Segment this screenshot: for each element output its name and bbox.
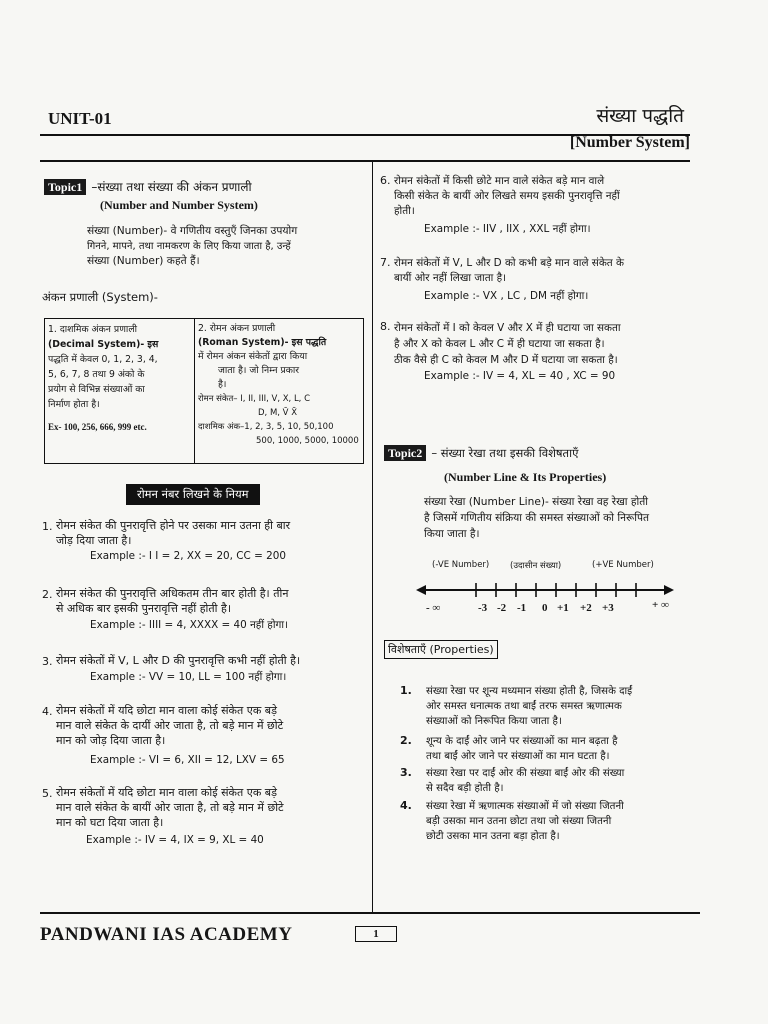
left-column (40, 170, 365, 910)
page-title-english: [Number System] (569, 134, 690, 151)
property-4: 4. संख्या रेखा में ऋणात्मक संख्याओं में जो संख्या जितनी बड़ी उसका मान उतना छोटा तथा जो संख्या जितनी छोटी उसका मान उतना बड़ा होता है। (400, 799, 624, 842)
topic2-subtitle: (Number Line & Its Properties) (444, 470, 607, 484)
table-col-roman: 2. रोमन अंकन प्रणाली (Roman System)- इस पद्धति में रोमन अंकन संकेतों द्वारा किया जाता है। जो निम्न प्रकार है। रोमन संकेत– I, II, III, V, X, L, C D, M, V̄ X̄ दाशमिक अंक–1, 2, 3, 5, 10, 50,100 500, 1000, 5000, 10000 (198, 323, 359, 446)
right-column (380, 170, 705, 910)
property-2: 2. शून्य के दाईं ओर जाने पर संख्याओं का मान बढ़ता है तथा बाईं ओर जाने पर संख्याओं का मान घटता है। (400, 734, 618, 762)
property-1: 1. संख्या रेखा पर शून्य मध्यमान संख्या होती है, जिसके दाईं ओर समस्त धनात्मक तथा बाईं तरफ समस्त ऋणात्मक संख्याओं को निरूपित किया जाता है। (400, 684, 633, 727)
rule-6: 6. रोमन संकेतों में किसी छोटे मान वाले संकेत बड़े मान वाले किसी संकेत के बायीं ओर लिखते समय इसकी पुनरावृत्ति नहीं होती। Example :- IIV , IIX , XXL नहीं होगा। (380, 174, 620, 235)
unit-label: UNIT-01 (48, 109, 112, 128)
topic2-badge: Topic2 (384, 445, 426, 461)
topic1-subtitle: (Number and Number System) (100, 198, 258, 212)
numberline-ticks: - ∞ -3 -2 -1 0 +1 +2 +3 + ∞ (426, 599, 669, 614)
footer-rule (40, 912, 700, 914)
rule-2: 2. रोमन संकेत की पुनरावृत्ति अधिकतम तीन बार होती है। तीन से अधिक बार इसकी पुनरावृत्ति नहीं होती है। Example :- IIII = 4, XXXX = 40 नहीं होगा। (42, 587, 289, 631)
rule-1: 1. रोमन संकेत की पुनरावृत्ति होने पर उसका मान उतना ही बार जोड़ दिया जाता है। Example :- I I = 2, XX = 20, CC = 200 (42, 519, 291, 562)
topic1-title: –संख्या तथा संख्या की अंकन प्रणाली (91, 180, 252, 194)
rule-3: 3. रोमन संकेतों में V, L और D की पुनरावृत्ति कभी नहीं होती है। Example :- VV = 10, LL = 100 नहीं होगा। (42, 654, 301, 683)
topic1-badge: Topic1 (44, 179, 86, 195)
rule-5: 5. रोमन संकेतों में यदि छोटा मान वाला कोई संकेत एक बड़े मान वाले संकेत के बायीं ओर जाता है, तो बड़े मान में छोटे मान को घटा दिया जाता है। Example :- IV = 4, IX = 9, XL = 40 (42, 786, 284, 846)
table-divider (194, 319, 195, 463)
system-heading: अंकन प्रणाली (System)- (42, 290, 158, 304)
header-rule-bottom (40, 160, 690, 162)
number-system-table (44, 318, 364, 464)
column-divider (372, 160, 373, 912)
numberline-positive-label: (+VE Number) (592, 560, 654, 570)
numberline-neutral-label: (उदासीन संख्या) (510, 561, 562, 571)
numberline-definition: संख्या रेखा (Number Line)- संख्या रेखा वह रेखा होती है जिसमें गणितीय संक्रिया की समस्त संख्याओं को निरूपित किया जाता है। (424, 496, 650, 540)
topic2-title: – संख्या रेखा तथा इसकी विशेषताएँ (431, 446, 579, 460)
rule-4: 4. रोमन संकेतों में यदि छोटा मान वाला कोई संकेत एक बड़े मान वाले संकेत के दायीं ओर जाता है, तो बड़े मान में छोटे मान को जोड़ दिया जाता है। Example :- VI = 6, XII = 12, LXV = 65 (42, 704, 285, 766)
rules-banner: रोमन नंबर लिखने के नियम (126, 484, 260, 505)
page-title-hindi: संख्या पद्धति (596, 105, 684, 127)
property-3: 3. संख्या रेखा पर दाईं ओर की संख्या बाईं ओर की संख्या से सदैव बड़ी होती है। (400, 766, 625, 794)
number-line (416, 580, 676, 600)
page-number: 1 (355, 926, 397, 942)
number-definition: संख्या (Number)- वे गणितीय वस्तुएँ जिनका उपयोग गिनने, मापने, तथा नामकरण के लिए किया जाता है, उन्हें संख्या (Number) कहते हैं। (87, 225, 298, 267)
numberline-negative-label: (-VE Number) (432, 560, 490, 570)
properties-heading: विशेषताएँ (Properties) (384, 640, 498, 659)
rule-8: 8. रोमन संकेतों में I को केवल V और X में ही घटाया जा सकता है और X को केवल L और C में ही घटाया जा सकता है। ठीक वैसे ही C को केवल M और D में घटाया जा सकता है। Example :- IV = 4, XL = 40 , XC = 90 (380, 320, 621, 382)
rule-7: 7. रोमन संकेतों में V, L और D को कभी बड़े मान वाले संकेत के बायीं ओर नहीं लिखा जाता है। Example :- VX , LC , DM नहीं होगा। (380, 256, 624, 302)
table-col-decimal: 1. दाशमिक अंकन प्रणाली (Decimal System)- इस पद्धति में केवल 0, 1, 2, 3, 4, 5, 6, 7, 8 तथा 9 अंको के प्रयोग से विभिन्न संख्याओं का निर्माण होता है। Ex- 100, 256, 666, 999 etc. (48, 324, 159, 432)
academy-name: PANDWANI IAS ACADEMY (40, 924, 293, 945)
